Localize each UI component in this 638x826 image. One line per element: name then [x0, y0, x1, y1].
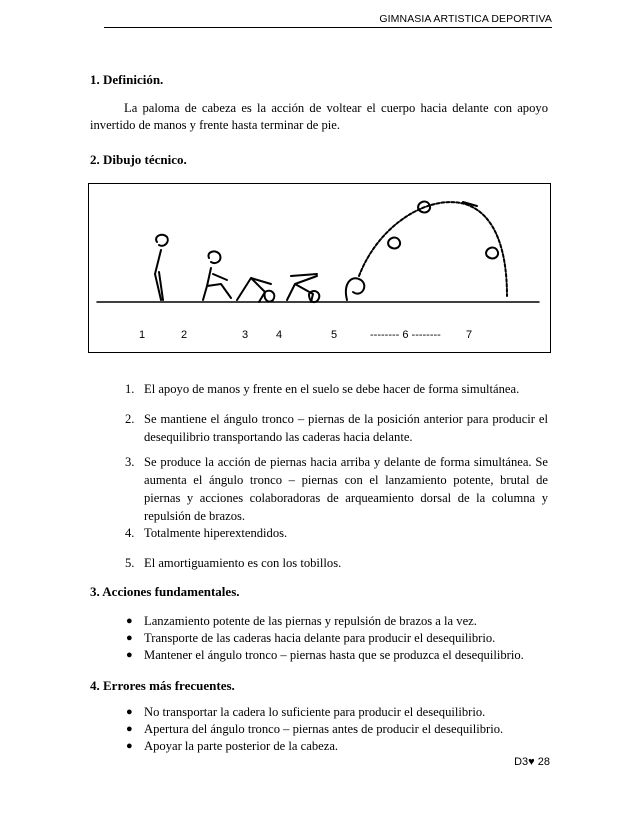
bullet-icon: ●: [126, 632, 133, 644]
bullet-item: [126, 704, 556, 721]
list-item-text: Se produce la acción de piernas hacia arriba y delante de forma simultánea. Se aumenta el ángulo tronco – piernas con el lanzamiento potente, brutal de piernas y acciones colaboradoras de arqueamiento dorsal de la columna y repulsión de brazos.: [144, 455, 548, 523]
figure-label-4: 4: [276, 329, 283, 341]
section-1-heading: 1. Definición.: [90, 72, 164, 87]
technical-drawing-illustration: [89, 184, 550, 352]
bullet-icon: ●: [126, 740, 133, 752]
list-item: [125, 554, 548, 572]
bullet-icon: ●: [126, 649, 133, 661]
list-item-text: El amortiguamiento es con los tobillos.: [144, 556, 342, 570]
list-item-number: 5.: [125, 556, 135, 570]
list-item: [125, 410, 548, 446]
figure-label-1: 1: [139, 329, 146, 341]
list-item-text: El apoyo de manos y frente en el suelo se debe hacer de forma simultánea.: [144, 382, 520, 396]
bullet-text: Apertura del ángulo tronco – piernas antes de producir el desequilibrio.: [144, 722, 504, 736]
page-number: D3♥ 28: [514, 756, 550, 768]
list-item-text: Se mantiene el ángulo tronco – piernas de la posición anterior para producir el desequilibrio transportando las caderas hacia delante.: [144, 412, 548, 444]
list-item-number: 4.: [125, 526, 135, 540]
bullet-item: [126, 613, 556, 630]
bullet-text: Mantener el ángulo tronco – piernas hasta que se produzca el desequilibrio.: [144, 648, 524, 662]
list-item: [125, 380, 548, 398]
bullet-item: [126, 721, 556, 738]
bullet-text: No transportar la cadera lo suficiente para producir el desequilibrio.: [144, 705, 486, 719]
bullet-item: [126, 738, 556, 755]
bullet-icon: ●: [126, 615, 133, 627]
section-2-heading: 2. Dibujo técnico.: [90, 152, 187, 167]
header-rule: [104, 27, 552, 28]
header-title: GIMNASIA ARTISTICA DEPORTIVA: [379, 13, 552, 25]
list-item: [125, 524, 548, 542]
figure-label-7: 7: [466, 329, 473, 341]
list-item-number: 3.: [125, 455, 135, 469]
definition-paragraph: [90, 100, 548, 134]
figure-label-3: 3: [242, 329, 249, 341]
section-4-heading: 4. Errores más frecuentes.: [90, 678, 235, 693]
section-3-heading: 3. Acciones fundamentales.: [90, 584, 240, 599]
bullet-text: Apoyar la parte posterior de la cabeza.: [144, 739, 339, 753]
list-item-text: Totalmente hiperextendidos.: [144, 526, 288, 540]
bullet-icon: ●: [126, 706, 133, 718]
bullet-text: Transporte de las caderas hacia delante para producir el desequilibrio.: [144, 631, 496, 645]
technical-drawing: [88, 183, 551, 353]
bullet-item: [126, 647, 556, 664]
definition-text: La paloma de cabeza es la acción de voltear el cuerpo hacia delante con apoyo invertido de manos y frente hasta terminar de pie.: [90, 101, 548, 132]
bullet-item: [126, 630, 556, 647]
bullet-icon: ●: [126, 723, 133, 735]
figure-label-5: 5: [331, 329, 338, 341]
figure-label-2: 2: [181, 329, 188, 341]
list-item-number: 2.: [125, 412, 135, 426]
figure-label-6: -------- 6 --------: [370, 329, 441, 341]
list-item: [125, 453, 548, 525]
bullet-text: Lanzamiento potente de las piernas y repulsión de brazos a la vez.: [144, 614, 477, 628]
list-item-number: 1.: [125, 382, 135, 396]
